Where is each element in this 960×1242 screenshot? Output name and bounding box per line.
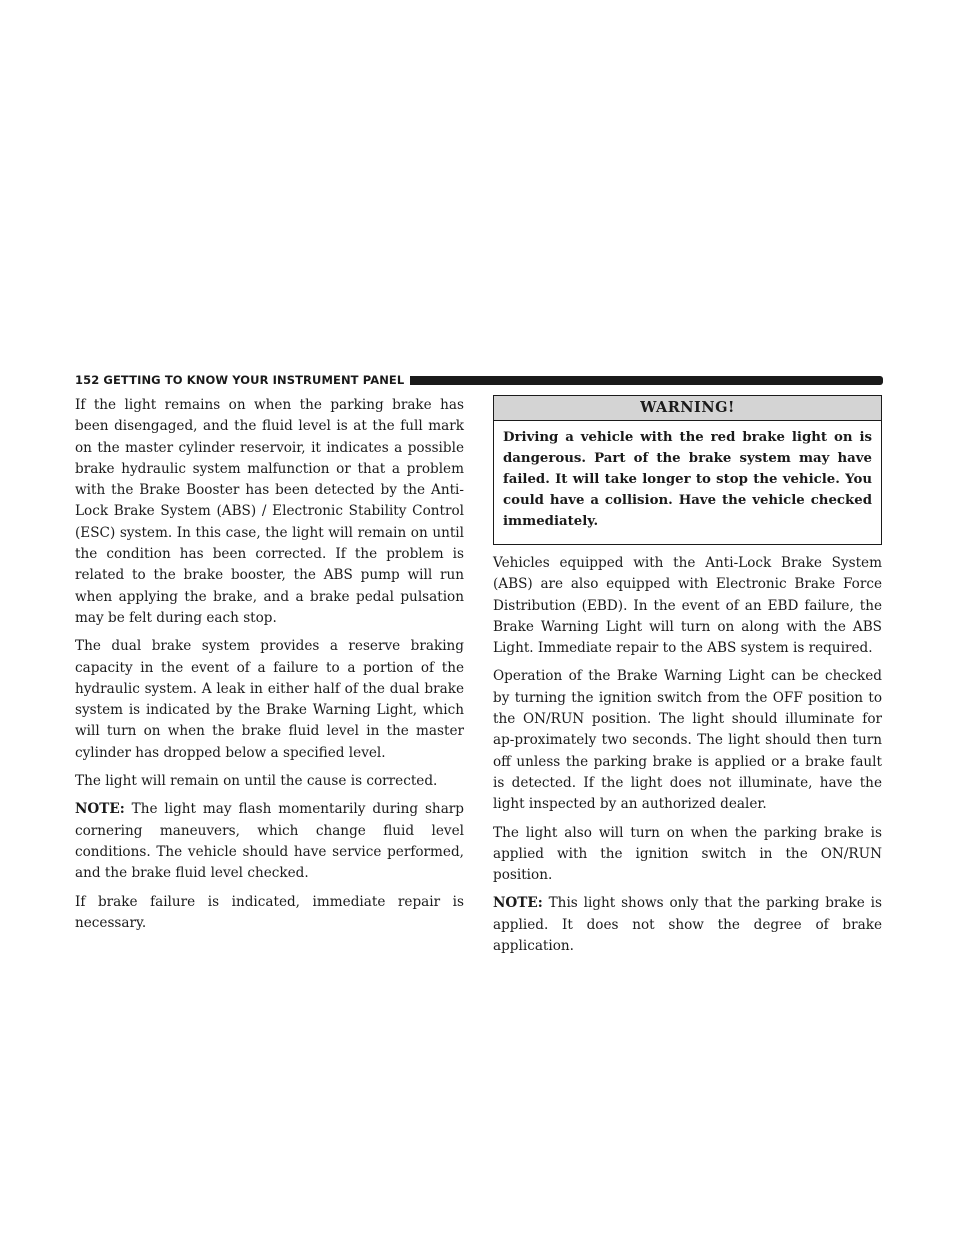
paragraph-parking-brake-light: The light also will turn on when the parking brake is applied with the ignition switch in the ON/RUN position.	[493, 824, 882, 884]
note-label: NOTE:	[493, 895, 543, 912]
paragraph-warning-light-check: Operation of the Brake Warning Light can be checked by turning the ignition switch from the OFF position to the ON/RUN position. The light should illuminate for ap-proximately two seconds. The light should then turn off unless the parking brake is applied or a brake fault is detected. If the light does not illuminate, have the light inspected by an authorized dealer.	[493, 668, 882, 813]
paragraph-brake-failure: If brake failure is indicated, immediate repair is necessary.	[75, 893, 464, 931]
paragraph-ebd: Vehicles equipped with the Anti-Lock Brake System (ABS) are also equipped with Electronic Brake Force Distribution (EBD). In the event of an EBD failure, the Brake Warning Light will turn on along with the ABS Light. Immediate repair to the ABS system is required.	[493, 555, 882, 657]
note-label: NOTE:	[75, 801, 125, 818]
note-text: The light may flash momentarily during sharp cornering maneuvers, which change fluid level conditions. The vehicle should have service performed, and the brake fluid level checked.	[75, 801, 464, 882]
page-header-text	[75, 373, 410, 387]
note-fluid-level	[75, 799, 464, 884]
paragraph-light-remains-until-corrected: The light will remain on until the cause is corrected.	[75, 773, 438, 790]
warning-title: WARNING!	[494, 396, 881, 421]
paragraph-brake-light-remains-on: If the light remains on when the parking brake has been disengaged, and the fluid level is at the full mark on the master cylinder reservoir, it indicates a possible brake hydraulic system malfunction or that a problem with the Brake Booster has been detected by the Anti-Lock Brake System (ABS) / Electronic Stability Control (ESC) system. In this case, the light will remain on until the condition has been corrected. If the problem is related to the brake booster, the ABS pump will run when applying the brake, and a brake pedal pulsation may be felt during each stop.	[75, 397, 464, 626]
section-title: GETTING TO KNOW YOUR INSTRUMENT PANEL	[103, 373, 405, 387]
left-column	[75, 395, 464, 941]
header-rule	[410, 376, 883, 385]
page-number: 152	[75, 373, 100, 387]
warning-text: Driving a vehicle with the red brake light on is dangerous. Part of the brake system may have failed. It will take longer to stop the vehicle. You could have a collision. Have the vehicle checked immediately.	[503, 430, 872, 529]
note-text: This light shows only that the parking brake is applied. It does not show the degree of brake application.	[493, 895, 882, 955]
warning-box	[493, 395, 882, 545]
paragraph-dual-brake-system: The dual brake system provides a reserve braking capacity in the event of a failure to a portion of the hydraulic system. A leak in either half of the dual brake system is indicated by the Brake Warning Light, which will turn on when the brake fluid level in the master cylinder has dropped below a specified level.	[75, 638, 464, 761]
right-column	[493, 395, 882, 964]
page-header	[75, 373, 883, 387]
note-parking-brake	[493, 893, 882, 957]
